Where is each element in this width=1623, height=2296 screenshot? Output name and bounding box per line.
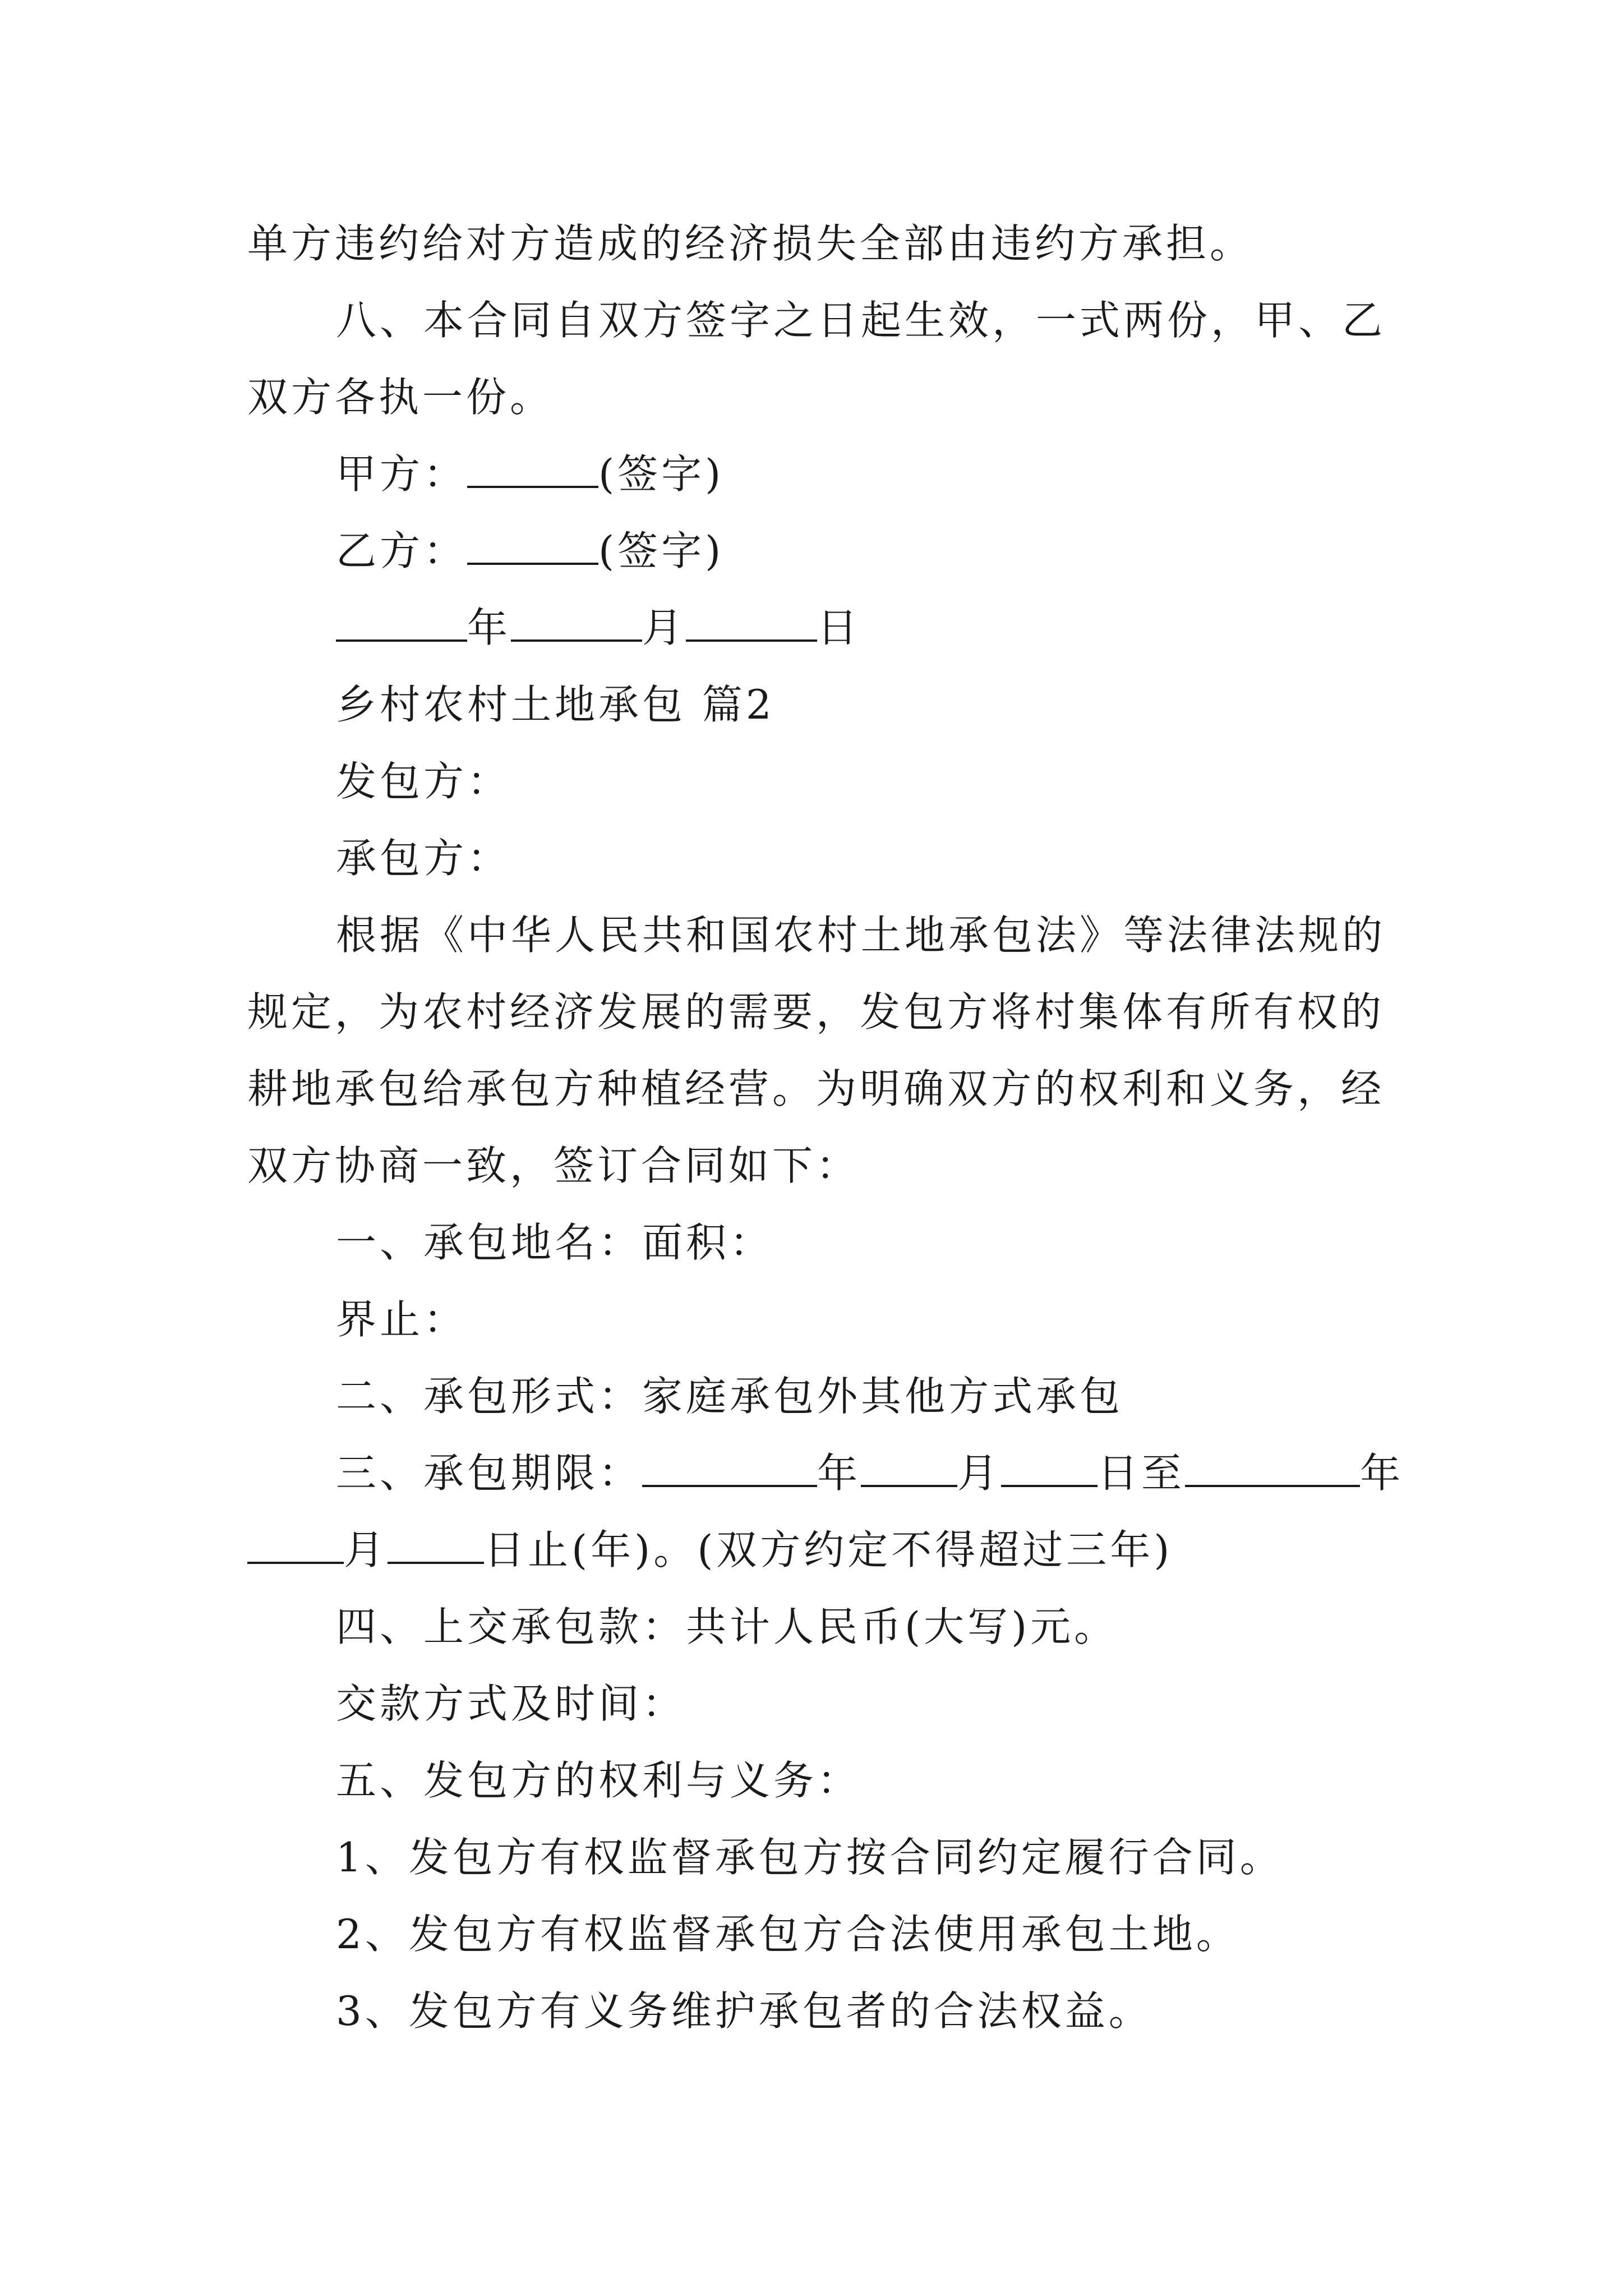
day-blank (686, 605, 817, 642)
party-a-signature-line: 甲方： (签字) (336, 450, 725, 498)
paragraph-line: 四、上交承包款：共计人民币(大写)元。 (336, 1603, 1118, 1650)
month-blank (511, 605, 642, 642)
paragraph-line: 承包方： (336, 835, 511, 882)
document-body (247, 205, 1404, 2050)
term-line-continued: 月 日止(年)。(双方约定不得超过三年) (247, 1512, 1391, 1589)
paragraph-line: 双方各执一份。 (247, 374, 554, 421)
paragraph-line: 发包方： (336, 758, 511, 805)
start-month-blank (861, 1450, 957, 1487)
paragraph-line: 1、发包方有权监督承包方按合同约定履行合同。 (336, 1834, 1284, 1881)
paragraph-line: 五、发包方的权利与义务： (336, 1757, 861, 1804)
paragraph-line: 二、承包形式：家庭承包外其他方式承包 (336, 1373, 1124, 1420)
paragraph-line: 交款方式及时间： (336, 1680, 686, 1727)
paragraph-line: 单方违约给对方造成的经济损失全部由违约方承担。 (247, 220, 1254, 267)
paragraph-line: 一、承包地名：面积： (336, 1219, 774, 1266)
paragraph-line: 2、发包方有权监督承包方合法使用承包土地。 (336, 1911, 1240, 1958)
end-day-blank (388, 1527, 484, 1564)
paragraph-line: 耕地承包给承包方种植经营。为明确双方的权利和义务，经 (247, 1065, 1385, 1112)
term-line: 三、承包期限： 年 月 日至 年 (336, 1450, 1404, 1497)
section-heading: 乡村农村土地承包 篇2 (336, 681, 775, 728)
end-year-blank (1185, 1450, 1360, 1487)
start-year-blank (642, 1450, 817, 1487)
paragraph-line: 双方协商一致，签订合同如下： (247, 1142, 860, 1189)
paragraph-line: 3、发包方有义务维护承包者的合法权益。 (336, 1987, 1152, 2035)
paragraph-line: 根据《中华人民共和国农村土地承包法》等法律法规的 (336, 912, 1386, 959)
year-blank (336, 605, 467, 642)
signature-blank (467, 528, 598, 565)
paragraph-line: 八、本合同自双方签字之日起生效，一式两份，甲、乙 (336, 297, 1386, 344)
end-month-blank (247, 1527, 344, 1564)
start-day-blank (1001, 1450, 1098, 1487)
date-line: 年 月 日 (247, 590, 1391, 666)
signature-blank (467, 451, 598, 488)
paragraph-line: 界止： (336, 1296, 468, 1343)
party-b-signature-line: 乙方： (签字) (336, 527, 725, 574)
paragraph-line: 规定，为农村经济发展的需要，发包方将村集体有所有权的 (247, 988, 1385, 1036)
